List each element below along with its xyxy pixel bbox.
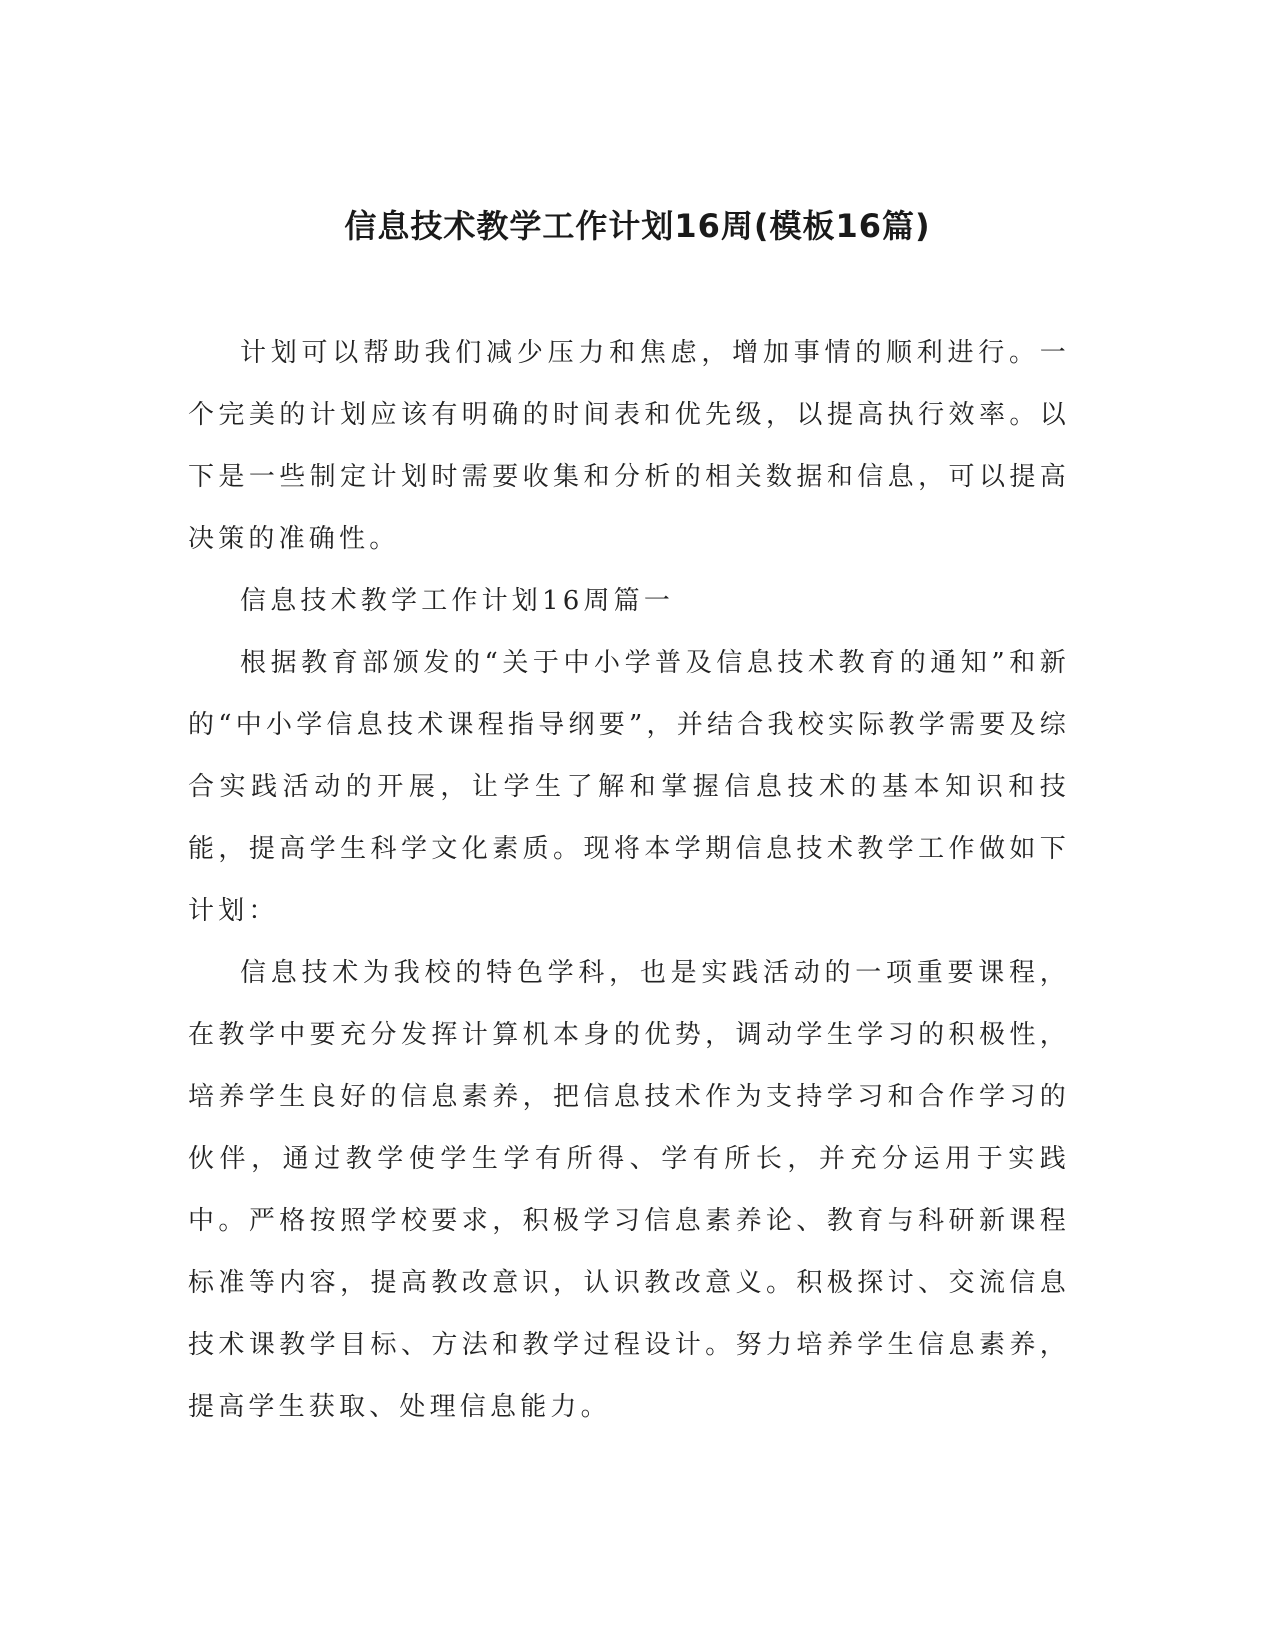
body-paragraph: 信息技术为我校的特色学科，也是实践活动的一项重要课程，在教学中要充分发挥计算机本身的优势，调动学生学习的积极性，培养学生良好的信息素养，把信息技术作为支持学习和合作学习的伙伴，通过教学使学生学有所得、学有所长，并充分运用于实践中。严格按照学校要求，积极学习信息素养论、教育与科研新课程标准等内容，提高教改意识，认识教改意义。积极探讨、交流信息技术课教学目标、方法和教学过程设计。努力培养学生信息素养，提高学生获取、处理信息能力。 [188,958,1070,1422]
document-title: 信息技术教学工作计划16周(模板16篇) [344,207,931,246]
body-paragraph: 根据教育部颁发的“关于中小学普及信息技术教育的通知”和新的“中小学信息技术课程指导纲要”，并结合我校实际教学需要及综合实践活动的开展，让学生了解和掌握信息技术的基本知识和技能，提高学生科学文化素质。现将本学期信息技术教学工作做如下计划： [188,648,1070,926]
section-heading: 信息技术教学工作计划16周篇一 [240,586,675,616]
intro-paragraph: 计划可以帮助我们减少压力和焦虑，增加事情的顺利进行。一个完美的计划应该有明确的时间表和优先级，以提高执行效率。以下是一些制定计划时需要收集和分析的相关数据和信息，可以提高决策的准确性。 [188,338,1070,554]
document-body [188,322,1070,1438]
